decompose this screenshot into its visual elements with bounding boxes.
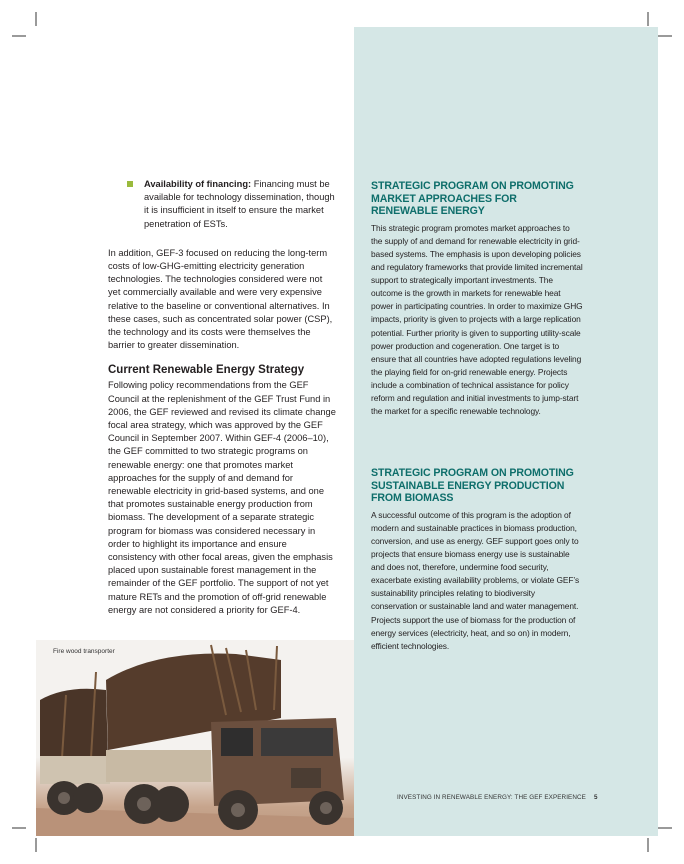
page-number: 5 bbox=[593, 794, 598, 801]
photo-caption: Fire wood transporter bbox=[53, 648, 115, 655]
crop-mark-bottom-right-h bbox=[658, 827, 672, 829]
paragraph-gef3: In addition, GEF-3 focused on reducing the long-term costs of low-GHG-emitting electricity generation technologies. The technologies considered were not yet commercially available and were very expensive relative to the baseline or conventional alternatives. In these cases, such as concentrated solar power (CSP), the technology and its costs were themselves the barrier to greater dissemination. bbox=[108, 247, 333, 351]
sidebar-heading: STRATEGIC PROGRAM ON PROMOTING MARKET APPROACHES FOR RENEWABLE ENERGY bbox=[371, 180, 574, 218]
bullet-item-financing bbox=[108, 178, 336, 231]
bullet-text: Financing must be available for technology dissemination, though it is insufficient in itself to ensure the market penetration of ESTs. bbox=[144, 179, 335, 229]
firewood-truck-photo bbox=[36, 640, 354, 836]
sidebar-section-biomass bbox=[371, 467, 583, 653]
main-text-column bbox=[108, 178, 336, 617]
crop-mark-top-left-h bbox=[12, 35, 26, 37]
sidebar-section-market-approaches bbox=[371, 180, 583, 418]
crop-mark-top-left-v bbox=[35, 12, 37, 26]
paragraph-strategy: Following policy recommendations from the GEF Council at the replenishment of the GEF Trust Fund in 2006, the GEF reviewed and revised its climate change focal area strategy, which was approved by the GEF Council in September 2007. Within GEF-4 (2006–10), the GEF committed to two strategic programs on renewable energy: one that promotes market approaches for the supply of and demand for renewable electricity in grid-based systems, and one that promotes sustainable energy production from biomass. The development of a separate strategic program for biomass was considered necessary in order to highlight its importance and ensure consistency with other focal areas, given the emphasis placed upon sustainable forest management in the remainder of the GEF portfolio. The support of not yet mature RETs and the promotion of off-grid renewable energy are not considered a priority for GEF-4. bbox=[108, 380, 336, 615]
bullet-label: Availability of financing: bbox=[144, 179, 252, 189]
truck-illustration-icon bbox=[36, 640, 354, 836]
sidebar-heading: STRATEGIC PROGRAM ON PROMOTING SUSTAINABLE ENERGY PRODUCTION FROM BIOMASS bbox=[371, 467, 574, 505]
crop-mark-bottom-left-v bbox=[35, 838, 37, 852]
section-heading: Current Renewable Energy Strategy bbox=[108, 364, 305, 377]
crop-mark-bottom-left-h bbox=[12, 827, 26, 829]
square-bullet-icon bbox=[127, 181, 133, 187]
page-footer bbox=[397, 794, 598, 801]
sidebar-body: This strategic program promotes market approaches to the supply of and demand for renewable electricity in grid-based systems. The emphasis is upon developing policies and regulatory frameworks that provide limited incremental support to strategically important investments. The outcome is the growth in markets for renewable heat power in participating countries. In order to maximize GHG impacts, priority is given to projects with a large replication potential. Further priority is given to supporting utility-scale power production and cogeneration. One target is to ensure that all countries have adopted regulations leveling the playing field for on-grid renewable energy. Projects include a combination of technical assistance for policy reform and regulation and initial investments to jump-start the market for a specific renewable technology. bbox=[371, 222, 583, 417]
sidebar-body: A successful outcome of this program is the adoption of modern and sustainable practices in biomass production, conversion, and use as energy. GEF support goes only to projects that ensure biomass energy use is sustainable and does not, therefore, undermine food security, exacerbate existing availability problems, or violate GEF’s sustainability principles relating to biodiversity conservation or sustainable land and water management. Projects support the use of biomass for the production of energy services (electricity, heat, and so on) in modern, efficient technologies. bbox=[371, 509, 580, 651]
crop-mark-top-right-h bbox=[658, 35, 672, 37]
crop-mark-bottom-right-v bbox=[647, 838, 649, 852]
running-title: INVESTING IN RENEWABLE ENERGY: THE GEF EXPERIENCE bbox=[397, 794, 586, 801]
sidebar-panel bbox=[354, 27, 658, 836]
crop-mark-top-right-v bbox=[647, 12, 649, 26]
